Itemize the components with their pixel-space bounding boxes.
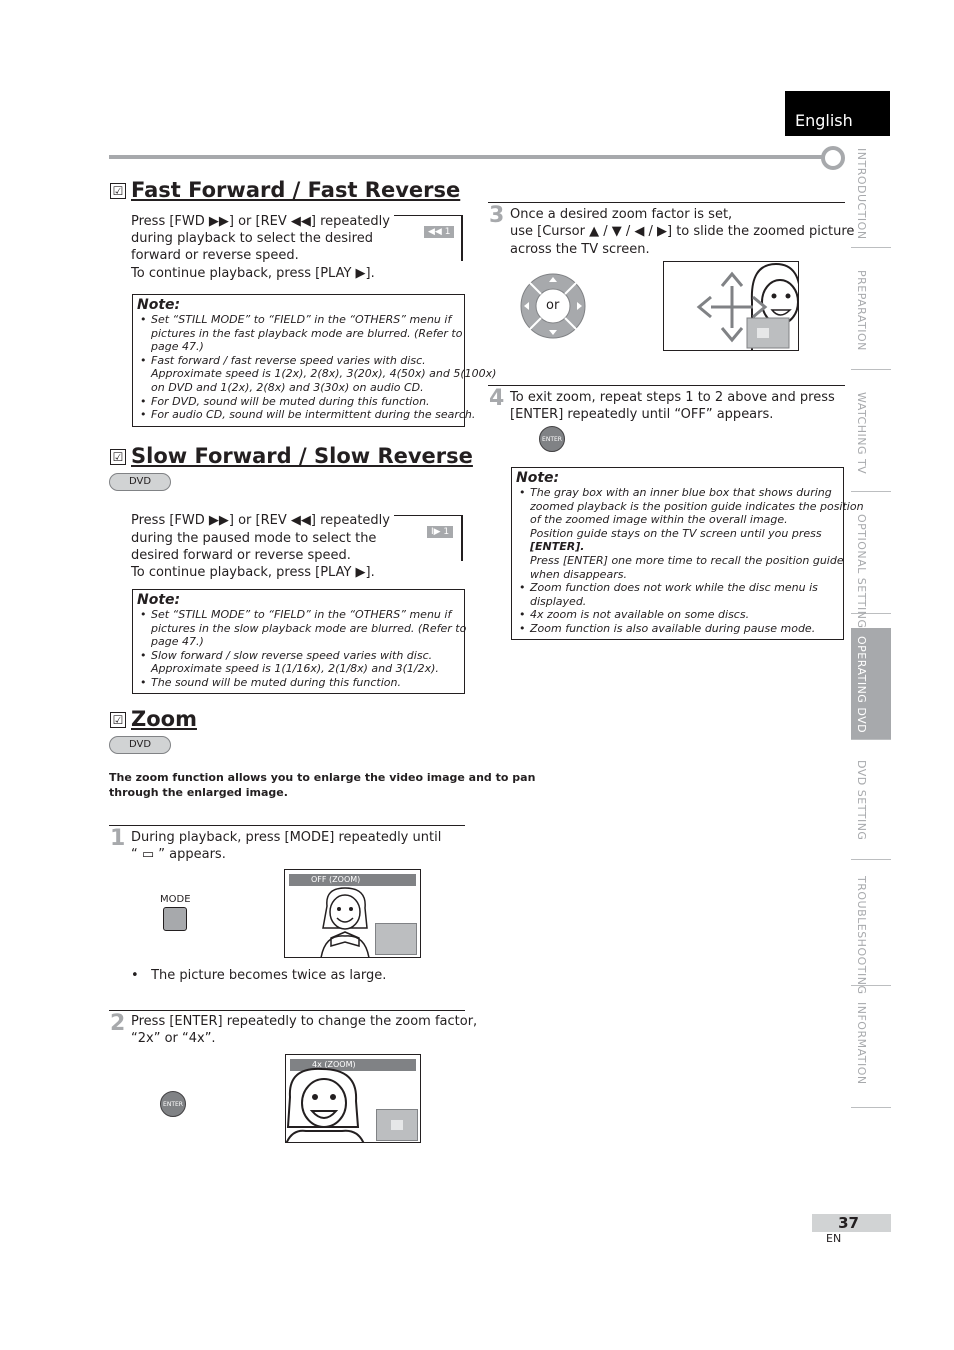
sf-text-line2: during the paused mode to select the [131, 531, 377, 546]
osd-screen-off-zoom [284, 869, 421, 958]
header-ring [821, 146, 845, 170]
osd-status-bar: 4x (ZOOM) [290, 1059, 416, 1071]
enter-button: ENTER [539, 426, 565, 452]
step2-text-line2: “2x” or “4x”. [131, 1031, 216, 1046]
position-guide [376, 1109, 418, 1141]
header-rule [109, 155, 825, 159]
sf-speed-display [394, 515, 463, 561]
character-illustration [315, 884, 375, 958]
side-tab-information[interactable] [851, 994, 891, 1108]
or-label: or [546, 298, 560, 313]
step3-text-line3: across the TV screen. [510, 242, 650, 257]
ff-text-line1: Press [FWD ▶▶] or [REV ◀◀] repeatedly [131, 214, 390, 229]
note-item: • For DVD, sound will be muted during this function. [137, 395, 460, 409]
step-divider [488, 202, 845, 203]
side-tab-label: OPERATING DVD [855, 636, 868, 734]
section-check-icon: ☑ [110, 712, 126, 728]
step1-text-line1: During playback, press [MODE] repeatedly until [131, 830, 442, 845]
side-tab-label: INFORMATION [855, 1002, 868, 1085]
note-item: • Fast forward / fast reverse speed varies with disc. Approximate speed is 1(2x), 2(8x), 3(20x), 4(50x) and 5(100x) on DVD and 1(2x), 2(8x) and 3(30x) on audio CD. [137, 354, 460, 395]
note-item: • Slow forward / slow reverse speed varies with disc. Approximate speed is 1(1/16x), 2(1/8x) and 3(1/2x). [137, 649, 460, 676]
disc-badge-dvd: DVD [109, 736, 171, 754]
note-item: • Zoom function is also available during pause mode. [516, 622, 839, 636]
note-item: • For audio CD, sound will be intermittent during the search. [137, 408, 460, 422]
side-tab-troubleshooting[interactable] [851, 868, 891, 995]
section-check-icon: ☑ [110, 183, 126, 199]
step3-text-line2: use [Cursor ▲ / ▼ / ◀ / ▶] to slide the zoomed picture [510, 224, 855, 239]
note-item: • 4x zoom is not available on some discs. [516, 608, 839, 622]
osd-screen-pan [663, 261, 799, 351]
enter-button: ENTER [160, 1091, 186, 1117]
note-title: Note: [137, 297, 181, 313]
sf-text-line1: Press [FWD ▶▶] or [REV ◀◀] repeatedly [131, 513, 390, 528]
step-number: 3 [489, 203, 505, 228]
section-title-zoom: Zoom [131, 707, 197, 731]
side-tab-introduction[interactable] [851, 140, 891, 248]
step4-text-line1: To exit zoom, repeat steps 1 to 2 above and press [510, 390, 835, 405]
ff-text-line2: during playback to select the desired [131, 231, 373, 246]
side-tab-operating-dvd[interactable] [851, 628, 891, 740]
side-tab-preparation[interactable] [851, 262, 891, 370]
sf-speed-indicator: I▶ 1 [427, 526, 453, 538]
step4-text-line2: [ENTER] repeatedly until “OFF” appears. [510, 407, 774, 422]
side-tab-label: PREPARATION [855, 270, 868, 351]
note-subitem: Position guide stays on the TV screen until you press [ENTER]. Press [ENTER] one more time to recall the position guide when disappears. [530, 526, 844, 581]
sf-note-box [132, 589, 465, 694]
step1-text-line2: “ ▭ ” appears. [131, 847, 226, 862]
disc-badge-dvd: DVD [109, 473, 171, 491]
osd-status-bar: OFF (ZOOM) [289, 874, 416, 886]
note-item: • The sound will be muted during this function. [137, 676, 460, 690]
character-illustration-zoomed [286, 1067, 366, 1143]
step2-text-line1: Press [ENTER] repeatedly to change the zoom factor, [131, 1014, 478, 1029]
step-number: 1 [110, 826, 126, 851]
side-tab-optional-setting[interactable] [851, 506, 891, 629]
section-check-icon: ☑ [110, 449, 126, 465]
sf-text-line3: desired forward or reverse speed. [131, 548, 351, 563]
step3-text-line1: Once a desired zoom factor is set, [510, 207, 733, 222]
osd-screen-4x-zoom [285, 1054, 421, 1143]
mode-button [163, 907, 187, 931]
zoom-intro: The zoom function allows you to enlarge the video image and to pan through the enlarged image. [109, 771, 536, 799]
section-title-slow-forward: Slow Forward / Slow Reverse [131, 444, 473, 468]
side-tab-label: TROUBLESHOOTING [855, 876, 868, 995]
sf-text-line4: To continue playback, press [PLAY ▶]. [131, 565, 375, 580]
language-tab: English [785, 91, 890, 136]
note-title: Note: [137, 592, 181, 608]
section-title-fast-forward: Fast Forward / Fast Reverse [131, 178, 461, 202]
step-number: 4 [489, 386, 505, 411]
position-guide [375, 923, 417, 955]
note-title: Note: [516, 470, 560, 486]
note-item: • Zoom function does not work while the disc menu is displayed. [516, 581, 839, 608]
side-tab-label: WATCHING TV [855, 392, 868, 475]
side-tab-label: DVD SETTING [855, 760, 868, 841]
step-divider [109, 825, 465, 826]
position-guide-inner [391, 1120, 403, 1130]
side-tab-watching-tv[interactable] [851, 384, 891, 492]
note-item: • Set “STILL MODE” to “FIELD” in the “OTHERS” menu if pictures in the fast playback mode are blurred. (Refer to page 47.) [137, 313, 460, 354]
ff-speed-indicator: ◀◀ 1 [424, 226, 454, 238]
side-tab-dvd-setting[interactable] [851, 752, 891, 860]
page-number: 37 [812, 1214, 891, 1232]
side-tab-label: INTRODUCTION [855, 148, 868, 240]
ff-text-line3: forward or reverse speed. [131, 248, 299, 263]
note-item: • Set “STILL MODE” to “FIELD” in the “OTHERS” menu if pictures in the slow playback mode are blurred. (Refer to page 47.) [137, 608, 460, 649]
page-language-code: EN [826, 1232, 842, 1245]
side-tab-label: OPTIONAL SETTING [855, 514, 868, 629]
mode-button-label: MODE [160, 894, 191, 905]
ff-note-box [132, 294, 497, 427]
ff-text-line4: To continue playback, press [PLAY ▶]. [131, 266, 375, 281]
ff-speed-display [394, 215, 463, 261]
step-number: 2 [110, 1011, 126, 1036]
step-divider [488, 385, 845, 386]
step1-bullet: • The picture becomes twice as large. [131, 968, 387, 983]
step-divider [109, 1010, 465, 1011]
note-item: • The gray box with an inner blue box that shows during zoomed playback is the position guide indicates the position of the zoomed image within the overall image. [516, 486, 839, 527]
pan-illustration [664, 262, 799, 351]
